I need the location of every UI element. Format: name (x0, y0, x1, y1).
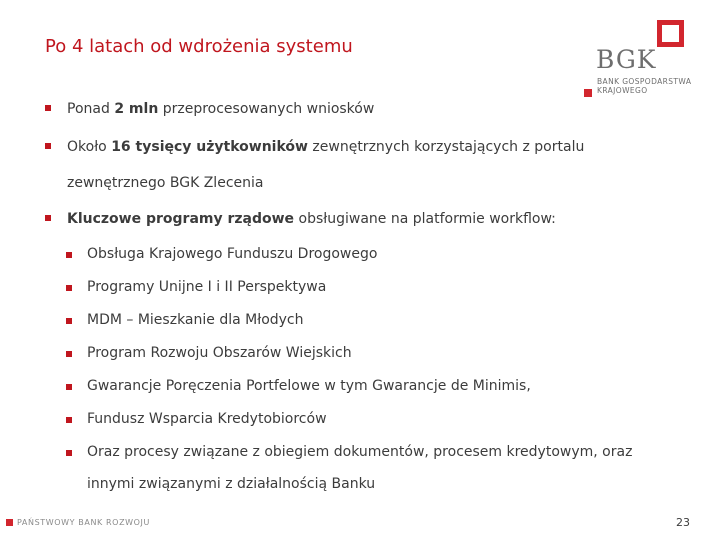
logo-dot-icon (584, 89, 592, 97)
bullet-2-pre: Około (67, 139, 112, 155)
bullet-item-3 (45, 209, 695, 229)
footer-square-icon (6, 519, 13, 526)
sub-bullet-text: MDM – Mieszkanie dla Młodych (87, 312, 304, 328)
sub-bullet-text: Fundusz Wsparcia Kredytobiorców (87, 411, 327, 427)
bullet-list (45, 99, 695, 492)
sub-bullet-icon (66, 417, 72, 423)
page-number: 23 (676, 516, 690, 529)
sub-bullet-text: Program Rozwoju Obszarów Wiejskich (87, 345, 352, 361)
sub-bullet-icon (66, 351, 72, 357)
bullet-3-bold: Kluczowe programy rządowe (67, 211, 295, 227)
logo-square-icon (657, 20, 684, 47)
bullet-item-1 (45, 99, 695, 119)
bullet-icon (45, 215, 51, 221)
sub-bullet-icon (66, 252, 72, 258)
bullet-3-post: obsługiwane na platformie workflow: (294, 211, 556, 227)
sub-bullet-3 (45, 312, 695, 328)
logo-subtitle (597, 77, 691, 95)
sub-bullet-text: Programy Unijne I i II Perspektywa (87, 279, 327, 295)
logo-wordmark: BGK (596, 45, 657, 74)
footer-tagline (6, 518, 150, 527)
sub-bullet-4 (45, 345, 695, 361)
sub-bullet-1 (45, 246, 695, 262)
slide-title: Po 4 latach od wdrożenia systemu (45, 36, 353, 57)
bullet-2-post: zewnętrznych korzystających z portalu (307, 139, 585, 155)
bullet-1-bold: 2 mln (114, 101, 159, 117)
bullet-1-post: przeprocesowanych wniosków (158, 101, 375, 117)
sub-bullet-continuation: innymi związanymi z działalnością Banku (87, 476, 376, 492)
logo-subtitle-line1: BANK GOSPODARSTWA (597, 77, 692, 86)
sub-bullet-5 (45, 378, 695, 394)
bullet-icon (45, 143, 51, 149)
sub-bullet-icon (66, 384, 72, 390)
logo-subtitle-line2: KRAJOWEGO (597, 86, 648, 95)
bullet-icon (45, 105, 51, 111)
sub-bullet-6 (45, 411, 695, 427)
sub-bullet-text: Obsługa Krajowego Funduszu Drogowego (87, 246, 378, 262)
sub-bullet-icon (66, 285, 72, 291)
bullet-2-continuation: zewnętrznego BGK Zlecenia (67, 175, 264, 191)
sub-bullet-icon (66, 450, 72, 456)
bullet-2-bold: 16 tysięcy użytkowników (111, 139, 308, 155)
bullet-1-pre: Ponad (67, 101, 115, 117)
bgk-logo (584, 20, 696, 100)
sub-bullet-7 (45, 444, 695, 492)
sub-bullet-text: Gwarancje Poręczenia Portfelowe w tym Gwarancje de Minimis, (87, 378, 531, 394)
sub-bullet-2 (45, 279, 695, 295)
sub-bullet-text: Oraz procesy związane z obiegiem dokumentów, procesem kredytowym, oraz (87, 444, 633, 460)
footer-text: PAŃSTWOWY BANK ROZWOJU (17, 518, 150, 527)
sub-bullet-icon (66, 318, 72, 324)
bullet-item-2 (45, 137, 695, 193)
